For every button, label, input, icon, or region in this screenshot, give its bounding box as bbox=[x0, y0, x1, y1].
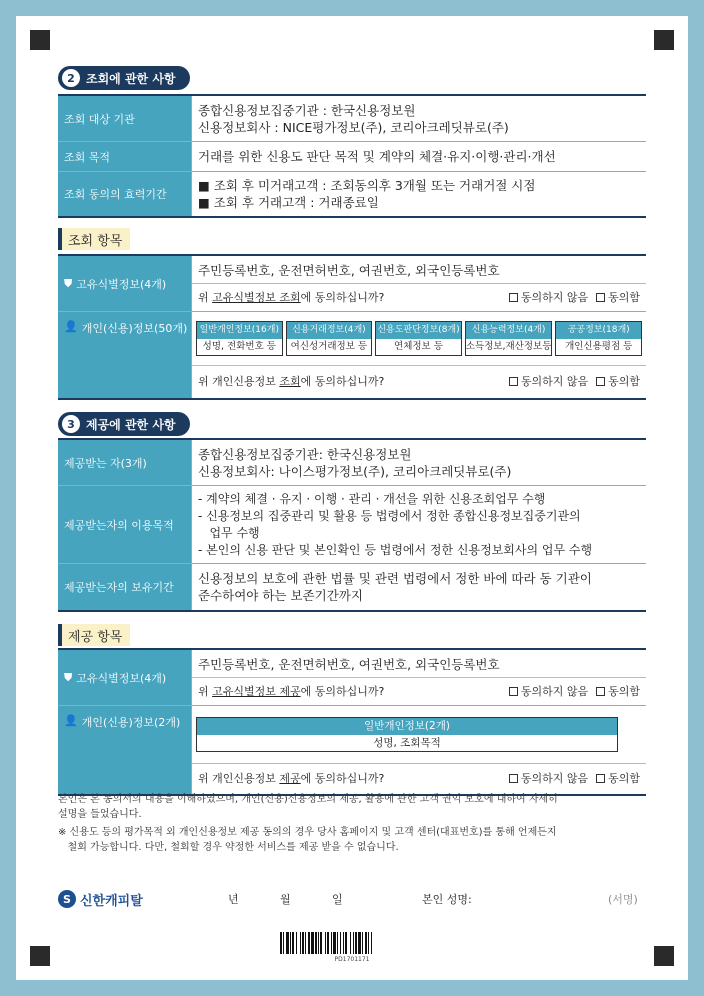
q-text: 에 동의하십니까? bbox=[300, 685, 385, 698]
consent-notes bbox=[58, 792, 648, 855]
day-field[interactable]: 일 bbox=[332, 893, 343, 906]
month-field[interactable]: 월 bbox=[280, 893, 291, 906]
recipient-retention-row bbox=[58, 564, 646, 610]
agree-label: 동의함 bbox=[608, 685, 640, 698]
provide-personal-row bbox=[58, 706, 646, 794]
category-title: 공공정보(18개) bbox=[556, 322, 641, 339]
year-field[interactable]: 년 bbox=[228, 893, 239, 906]
note-text: 철회 가능합니다. 다만, 철회할 경우 약정한 서비스를 제공 받을 수 없습니다. bbox=[58, 842, 399, 853]
inquiry-purpose-row bbox=[58, 142, 646, 172]
section-2-title: 조회에 관한 사항 bbox=[86, 71, 176, 86]
row-label: 조회 대상 기관 bbox=[58, 96, 192, 141]
category-box bbox=[375, 321, 462, 356]
unique-id-label-text: 고유식별정보(4개) bbox=[76, 277, 167, 291]
q-underline: 조회 bbox=[279, 375, 301, 388]
category-title: 일반개인정보(2개) bbox=[197, 718, 617, 735]
person-icon: 👤 bbox=[64, 320, 78, 333]
agree-checkbox[interactable] bbox=[596, 289, 640, 305]
deny-label: 동의하지 않음 bbox=[520, 291, 589, 304]
q-text: 에 동의하십니까? bbox=[300, 772, 385, 785]
category-title: 신용도판단정보(8개) bbox=[376, 322, 461, 339]
section-2-number: 2 bbox=[62, 69, 80, 87]
recipient-row bbox=[58, 440, 646, 486]
deny-checkbox[interactable] bbox=[509, 770, 588, 786]
agree-checkbox[interactable] bbox=[596, 683, 640, 699]
note-text: 설명을 들었습니다. bbox=[58, 809, 142, 820]
shield-icon: ⛊ bbox=[64, 670, 73, 684]
inquiry-items-heading: 조회 항목 bbox=[58, 228, 130, 250]
category-box bbox=[196, 717, 618, 752]
signer-name-field[interactable]: 본인 성명: bbox=[422, 893, 472, 906]
category-box bbox=[555, 321, 642, 356]
row-label: 제공받는자의 이용목적 bbox=[58, 486, 192, 563]
row-text: ■ 조회 후 미거래고객 : 조회동의후 3개월 또는 거래거절 시점 bbox=[198, 178, 536, 193]
inquiry-validity-row bbox=[58, 172, 646, 216]
row-text: 거래를 위한 신용도 판단 목적 및 계약의 체결·유지·이행·관리·개선 bbox=[198, 149, 556, 164]
agree-label: 동의함 bbox=[608, 375, 640, 388]
section-2-header bbox=[58, 66, 190, 90]
provide-info-table bbox=[58, 438, 646, 612]
row-label: 제공받는자의 보유기간 bbox=[58, 564, 192, 610]
category-detail: 소득정보,재산정보등 bbox=[465, 341, 552, 352]
section-3-number: 3 bbox=[62, 415, 80, 433]
note-text: 본인은 본 동의서의 내용을 이해하였으며, 개인(신용)신용정보의 제공, 활용에 관한 고객 권익 보호에 대하여 자세히 bbox=[58, 794, 558, 805]
provide-items-heading: 제공 항목 bbox=[58, 624, 130, 646]
inquiry-unique-row bbox=[58, 256, 646, 312]
personal-info-consent-question bbox=[192, 764, 646, 792]
agree-checkbox[interactable] bbox=[596, 770, 640, 786]
personal-info-categories bbox=[192, 312, 646, 366]
category-detail: 연체정보 등 bbox=[394, 341, 443, 352]
unique-id-consent-question bbox=[192, 284, 646, 310]
row-text: 신용정보의 보호에 관한 법률 및 관련 법령에서 정한 바에 따라 동 기관이 bbox=[198, 571, 592, 586]
signature-footer bbox=[58, 888, 648, 910]
agree-label: 동의함 bbox=[608, 291, 640, 304]
q-text: 에 동의하십니까? bbox=[300, 375, 385, 388]
unique-id-items: 주민등록번호, 운전면허번호, 여권번호, 외국인등록번호 bbox=[192, 650, 646, 678]
row-text: - 신용정보의 집중관리 및 활용 등 법령에서 정한 종합신용정보집중기관의 bbox=[198, 508, 581, 523]
personal-info-label bbox=[58, 312, 192, 398]
personal-info-consent-question bbox=[192, 366, 646, 396]
note-text: ※ 신용도 등의 평가목적 외 개인신용정보 제공 동의의 경우 당사 홈페이지 및 고객 센터(대표번호)를 통해 언제든지 bbox=[58, 827, 557, 838]
category-box bbox=[465, 321, 553, 356]
row-text: ■ 조회 후 거래고객 : 거래종료일 bbox=[198, 195, 379, 210]
q-text: 위 개인신용정보 bbox=[198, 772, 280, 785]
row-text: 업무 수행 bbox=[198, 525, 260, 540]
row-label: 제공받는 자(3개) bbox=[58, 440, 192, 485]
person-icon: 👤 bbox=[64, 714, 78, 727]
barcode-bar bbox=[372, 932, 375, 954]
inquiry-institution-row bbox=[58, 96, 646, 142]
personal-info-label-text: 개인(신용)정보(2개) bbox=[81, 716, 181, 729]
category-title: 일반개인정보(16개) bbox=[197, 322, 282, 339]
deny-label: 동의하지 않음 bbox=[520, 772, 589, 785]
category-detail: 여신성거래정보 등 bbox=[290, 341, 368, 352]
personal-info-label bbox=[58, 706, 192, 794]
deny-label: 동의하지 않음 bbox=[520, 685, 589, 698]
category-detail: 성명, 조회목적 bbox=[373, 737, 441, 749]
category-box bbox=[196, 321, 283, 356]
deny-checkbox[interactable] bbox=[509, 373, 588, 389]
deny-label: 동의하지 않음 bbox=[520, 375, 589, 388]
company-logo bbox=[58, 890, 228, 909]
barcode bbox=[280, 932, 424, 954]
section-3-title: 제공에 관한 사항 bbox=[86, 417, 176, 432]
row-label: 조회 목적 bbox=[58, 142, 192, 171]
shinhan-logo-icon: S bbox=[58, 890, 76, 908]
unique-id-label-text: 고유식별정보(4개) bbox=[76, 671, 167, 685]
row-label: 조회 동의의 효력기간 bbox=[58, 172, 192, 216]
row-text: 종합신용정보집중기관 : 한국신용정보원 bbox=[198, 102, 416, 118]
registration-mark bbox=[30, 946, 50, 966]
agree-label: 동의함 bbox=[608, 772, 640, 785]
category-detail: 성명, 전화번호 등 bbox=[202, 341, 276, 352]
registration-mark bbox=[30, 30, 50, 50]
deny-checkbox[interactable] bbox=[509, 683, 588, 699]
agree-checkbox[interactable] bbox=[596, 373, 640, 389]
q-text: 위 bbox=[198, 291, 213, 304]
q-text: 에 동의하십니까? bbox=[300, 291, 385, 304]
q-text: 위 bbox=[198, 685, 213, 698]
q-underline: 고유식별정보 조회 bbox=[212, 291, 301, 304]
unique-id-label bbox=[58, 256, 192, 311]
q-underline: 제공 bbox=[279, 772, 301, 785]
category-box bbox=[286, 321, 373, 356]
deny-checkbox[interactable] bbox=[509, 289, 588, 305]
category-detail: 개인신용평점 등 bbox=[565, 341, 633, 352]
signature-field[interactable]: (서명) bbox=[608, 893, 638, 906]
barcode-text: PD1701171 bbox=[334, 956, 370, 963]
q-underline: 고유식별정보 제공 bbox=[212, 685, 301, 698]
recipient-purpose-row bbox=[58, 486, 646, 564]
row-text: 준수하여야 하는 보존기간까지 bbox=[198, 588, 363, 603]
provide-unique-row bbox=[58, 650, 646, 706]
section-3-header bbox=[58, 412, 190, 436]
registration-mark bbox=[654, 30, 674, 50]
inquiry-personal-row bbox=[58, 312, 646, 398]
q-text: 위 개인신용정보 bbox=[198, 375, 280, 388]
row-text: - 본인의 신용 판단 및 본인확인 등 법령에서 정한 신용정보회사의 업무 수행 bbox=[198, 542, 593, 557]
unique-id-consent-question bbox=[192, 678, 646, 704]
unique-id-items: 주민등록번호, 운전면허번호, 여권번호, 외국인등록번호 bbox=[192, 256, 646, 284]
row-text: - 계약의 체결 · 유지 · 이행 · 관리 · 개선을 위한 신용조회업무 수행 bbox=[198, 491, 546, 506]
category-title: 신용능력정보(4개) bbox=[466, 322, 552, 339]
company-name: 신한캐피탈 bbox=[80, 893, 143, 909]
inquiry-items-table bbox=[58, 254, 646, 400]
personal-info-label-text: 개인(신용)정보(50개) bbox=[81, 322, 188, 335]
unique-id-label bbox=[58, 650, 192, 705]
consent-sheet bbox=[16, 16, 688, 980]
row-text: 신용정보회사 : NICE평가정보(주), 코리아크레딧뷰로(주) bbox=[198, 119, 509, 135]
shield-icon: ⛊ bbox=[64, 276, 73, 290]
personal-info-categories bbox=[192, 706, 646, 764]
row-text: 종합신용정보집중기관: 한국신용정보원 bbox=[198, 446, 412, 462]
registration-mark bbox=[654, 946, 674, 966]
row-text: 신용정보회사: 나이스평가정보(주), 코리아크레딧뷰로(주) bbox=[198, 463, 512, 479]
category-title: 신용거래정보(4개) bbox=[287, 322, 372, 339]
inquiry-info-table bbox=[58, 94, 646, 218]
provide-items-table bbox=[58, 648, 646, 796]
